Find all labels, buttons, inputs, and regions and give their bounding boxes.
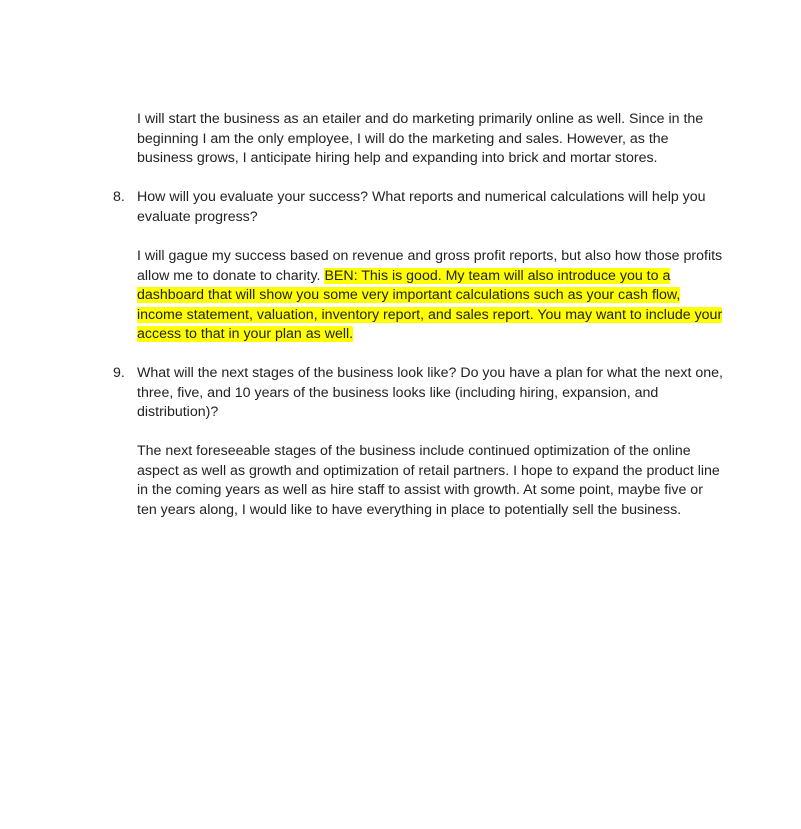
answer-text: I will gague my success based on revenue and gross profit reports, but also how those profits allow me to donate to charity.: [137, 248, 723, 284]
intro-answer: I will start the business as an etailer and do marketing primarily online as well. Since in the beginning I am the only employee, I will do the marketing and sales. However, as the business grows, I anticipate hiring help and expanding into brick and mortar stores.: [137, 111, 704, 167]
item-question: How will you evaluate your success? What reports and numerical calculations will help you evaluate progress?: [137, 189, 706, 225]
item-number: 8.: [113, 189, 125, 205]
item-8-answer: [137, 247, 723, 345]
item-question: What will the next stages of the business look like? Do you have a plan for what the next one, three, five, and 10 years of the business looks like (including hiring, expansion, and distribution)?: [137, 365, 723, 421]
reviewer-comment-highlight: BEN: This is good. My team will also introduce you to a dashboard that will show you some very important calculations such as your cash flow, income statement, valuation, inventory report, and sales report. You may want to include your access to that in your plan as well.: [137, 267, 723, 343]
item-number: 9.: [113, 365, 125, 381]
item-9-answer: The next foreseeable stages of the business include continued optimization of the online aspect as well as growth and optimization of retail partners. I hope to expand the product line in the coming years as well as hire staff to assist with growth. At some point, maybe five or ten years along, I would like to have everything in place to potentially sell the business.: [137, 443, 720, 518]
